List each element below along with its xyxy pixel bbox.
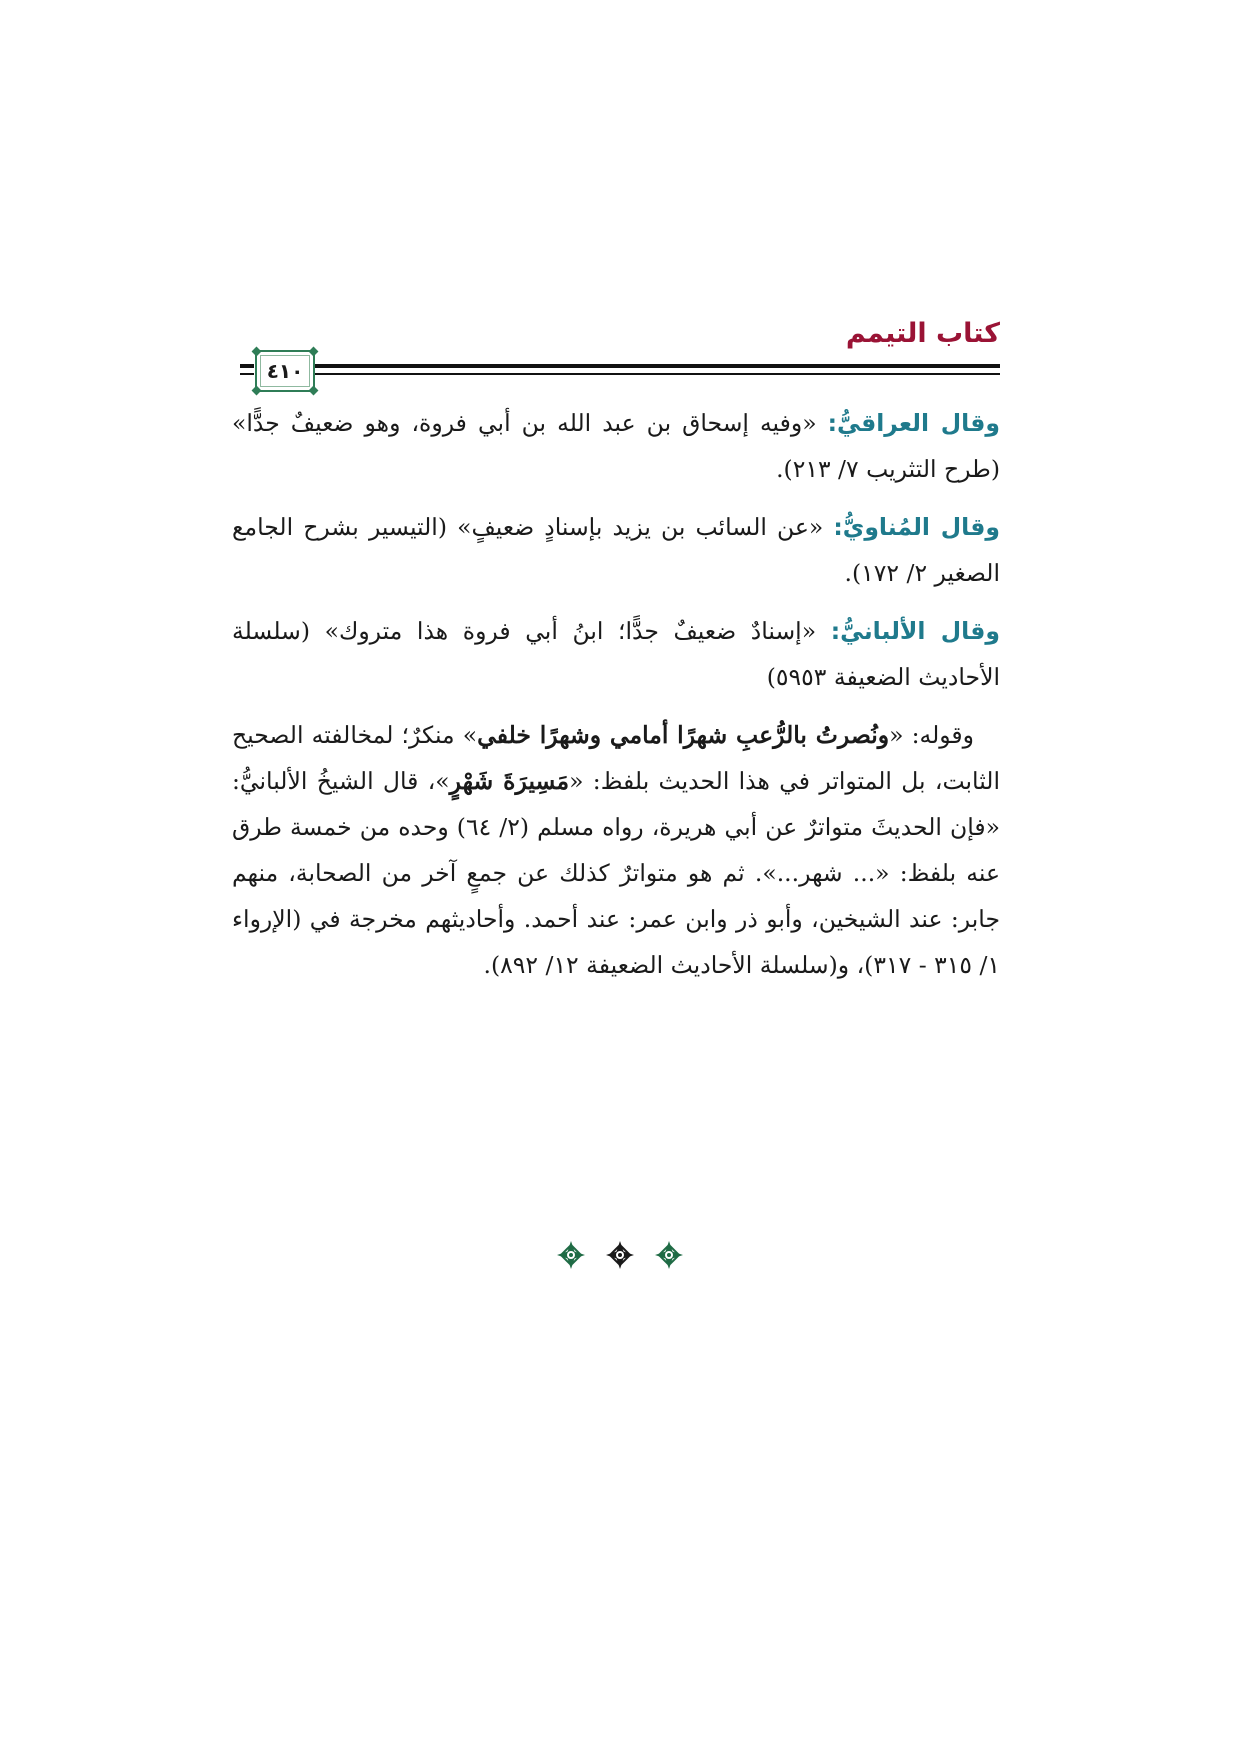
page-number: ٤١٠	[266, 359, 304, 383]
scholar-name: وقال المُناويُّ:	[833, 513, 1000, 541]
frame-corner-icon	[309, 347, 319, 357]
hadith-wording: مَسِيرَةَ شَهْرٍ	[449, 767, 570, 795]
section-end-ornaments	[0, 1240, 1240, 1274]
hadith-wording: ونُصرتُ بالرُّعبِ شهرًا أمامي وشهرًا خلفي	[477, 721, 890, 749]
quote-paragraph	[232, 608, 1000, 700]
header-rule-left-thin	[240, 373, 254, 375]
book-title: كتاب التيمم	[845, 318, 1000, 349]
header-rule-thin	[312, 373, 1000, 375]
commentary-text: »، قال الشيخُ الألبانيُّ: «فإن الحديثَ متواترٌ عن أبي هريرة، رواه مسلم (٢/ ٦٤) وحده من خمسة طرق عنه بلفظ: «... شهر...». ثم هو متواترٌ كذلك عن جمعٍ آخر من الصحابة، منهم جابر: عند الشيخين، وأبو ذر وابن عمر: عند أحمد. وأحاديثهم مخرجة في (الإرواء ١/ ٣١٥ - ٣١٧)، و(سلسلة الأحاديث الضعيفة ١٢/ ٨٩٢).	[232, 767, 1000, 979]
commentary-paragraph	[232, 712, 1000, 988]
scholar-name: وقال العراقيُّ:	[827, 409, 1000, 437]
commentary-text: » منكرٌ؛ لمخالفته الصحيح الثابت، بل المتواتر في هذا الحديث بلفظ: «	[232, 721, 1000, 795]
page-number-frame	[255, 350, 315, 392]
quote-paragraph	[232, 504, 1000, 596]
frame-corner-icon	[252, 386, 262, 396]
quote-text: «عن السائب بن يزيد بإسنادٍ ضعيفٍ» (التيسير بشرح الجامع الصغير ٢/ ١٧٢).	[232, 513, 1000, 587]
frame-corner-icon	[309, 386, 319, 396]
star-ornament-icon	[605, 1240, 635, 1274]
frame-corner-icon	[252, 347, 262, 357]
header-rule	[312, 364, 1000, 368]
star-ornament-icon	[654, 1240, 684, 1274]
quote-paragraph	[232, 400, 1000, 492]
page-body	[232, 400, 1000, 1000]
quote-text: «إسنادٌ ضعيفٌ جدًّا؛ ابنُ أبي فروة هذا متروك» (سلسلة الأحاديث الضعيفة ٥٩٥٣)	[232, 617, 1000, 691]
page-header	[240, 318, 1000, 388]
star-ornament-icon	[556, 1240, 586, 1274]
quote-text: «وفيه إسحاق بن عبد الله بن أبي فروة، وهو ضعيفٌ جدًّا» (طرح التثريب ٧/ ٢١٣).	[232, 409, 1000, 483]
scholar-name: وقال الألبانيُّ:	[830, 617, 1000, 645]
commentary-text: وقوله: «	[889, 721, 974, 749]
header-rule-left	[240, 364, 254, 368]
